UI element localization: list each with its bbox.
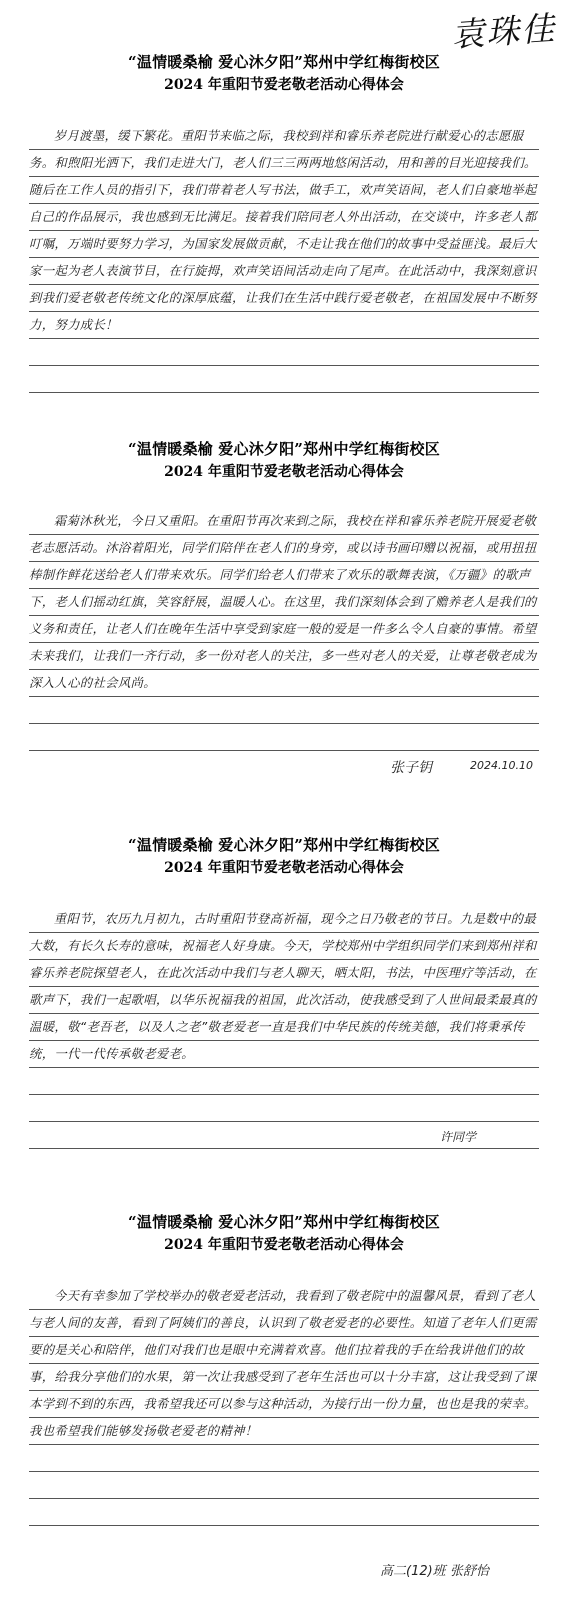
section-title: “温情暖桑榆 爱心沐夕阳”郑州中学红梅街校区 [128, 53, 440, 71]
essay-section-2 [0, 437, 568, 776]
essay-section-4 [0, 1210, 568, 1579]
author-signature: 袁珠佳 [449, 8, 558, 55]
student-signature: 高二(12)班 张舒怡 [380, 1564, 489, 1579]
section-title: “温情暖桑榆 爱心沐夕阳”郑州中学红梅街校区 [128, 836, 440, 854]
essay-body: 霜菊沐秋光，今日又重阳。在重阳节再次来到之际，我校在祥和睿乐养老院开展爱老敬老志愿活动。沐浴着阳光，同学们陪伴在老人们的身旁，或以诗书画印赠以祝福，或用扭扭棒制作鲜花送给老人们带来欢乐。同学们给老人们带来了欢乐的歌舞表演，《万疆》的歌声下，老人们摇动红旗，笑容舒展，温暖人心。在这里，我们深刻体会到了赡养老人是我们的义务和责任，让老人们在晚年生活中享受到家庭一般的爱是一件多么令人自豪的事情。希望未来我们，让我们一齐行动，多一份对老人的关注，多一些对老人的关爱，让尊老敬老成为深入人心的社会风尚。 [29, 513, 537, 690]
signature-date: 2024.10.10 [470, 759, 533, 772]
section-title: “温情暖桑榆 爱心沐夕阳”郑州中学红梅街校区 [128, 440, 440, 458]
essay-section-1 [0, 50, 568, 338]
student-signature: 许同学 [440, 1130, 477, 1144]
essay-body: 岁月渡墨，缓下繁花。重阳节来临之际，我校到祥和睿乐养老院进行献爱心的志愿服务。和煦阳光洒下，我们走进大门，老人们三三两两地悠闲活动，用和善的目光迎接我们。随后在工作人员的指引下，我们带着老人写书法，做手工，欢声笑语间，老人们自豪地举起自己的作品展示，我也感到无比满足。接着我们陪同老人外出活动，在交谈中，许多老人都叮嘱，万端时要努力学习，为国家发展做贡献，不走让我在他们的故事中受益匪浅。最后大家一起为老人表演节目，在行旋拇，欢声笑语间活动走向了尾声。在此活动中，我深刻意识到我们爱老敬老传统文化的深厚底蕴，让我们在生活中践行爱老敬老，在祖国发展中不断努力，努力成长！ [29, 128, 537, 332]
section-title: “温情暖桑榆 爱心沐夕阳”郑州中学红梅街校区 [128, 1213, 440, 1231]
section-subtitle: 2024 年重阳节爱老敬老活动心得体会 [164, 464, 404, 480]
essay-body: 今天有幸参加了学校举办的敬老爱老活动，我看到了敬老院中的温馨风景，看到了老人与老人间的友善，看到了阿姨们的善良，认识到了敬老爱老的必要性。知道了老年人们更需要的是关心和陪伴，他们对我们也是眼中充满着欢喜。他们拉着我的手在给我讲他们的故事，给我分享他们的水果，第一次让我感受到了老年生活也可以十分丰富，这让我受到了课本学到不到的东西，我希望我还可以参与这种活动，为接行出一份力量，也也是我的荣幸。我也希望我们能够发扬敬老爱老的精神！ [29, 1288, 537, 1438]
essay-body: 重阳节，农历九月初九，古时重阳节登高祈福，现今之日乃敬老的节日。九是数中的最大数，有长久长寿的意味，祝福老人好身康。今天，学校郑州中学组织同学们来到郑州祥和睿乐养老院探望老人，在此次活动中我们与老人聊天，晒太阳，书法，中医理疗等活动，在歌声下，我们一起歌唱，以华乐祝福我的祖国，此次活动，使我感受到了人世间最柔最真的温暖，敬“老吾老，以及人之老”敬老爱老一直是我们中华民族的传统美德，我们将秉承传统，一代一代传承敬老爱老。 [29, 911, 537, 1061]
student-signature: 张子钥 [390, 760, 432, 776]
section-subtitle: 2024 年重阳节爱老敬老活动心得体会 [164, 1237, 404, 1253]
section-subtitle: 2024 年重阳节爱老敬老活动心得体会 [164, 77, 404, 93]
essay-section-3 [0, 833, 568, 1144]
section-subtitle: 2024 年重阳节爱老敬老活动心得体会 [164, 860, 404, 876]
